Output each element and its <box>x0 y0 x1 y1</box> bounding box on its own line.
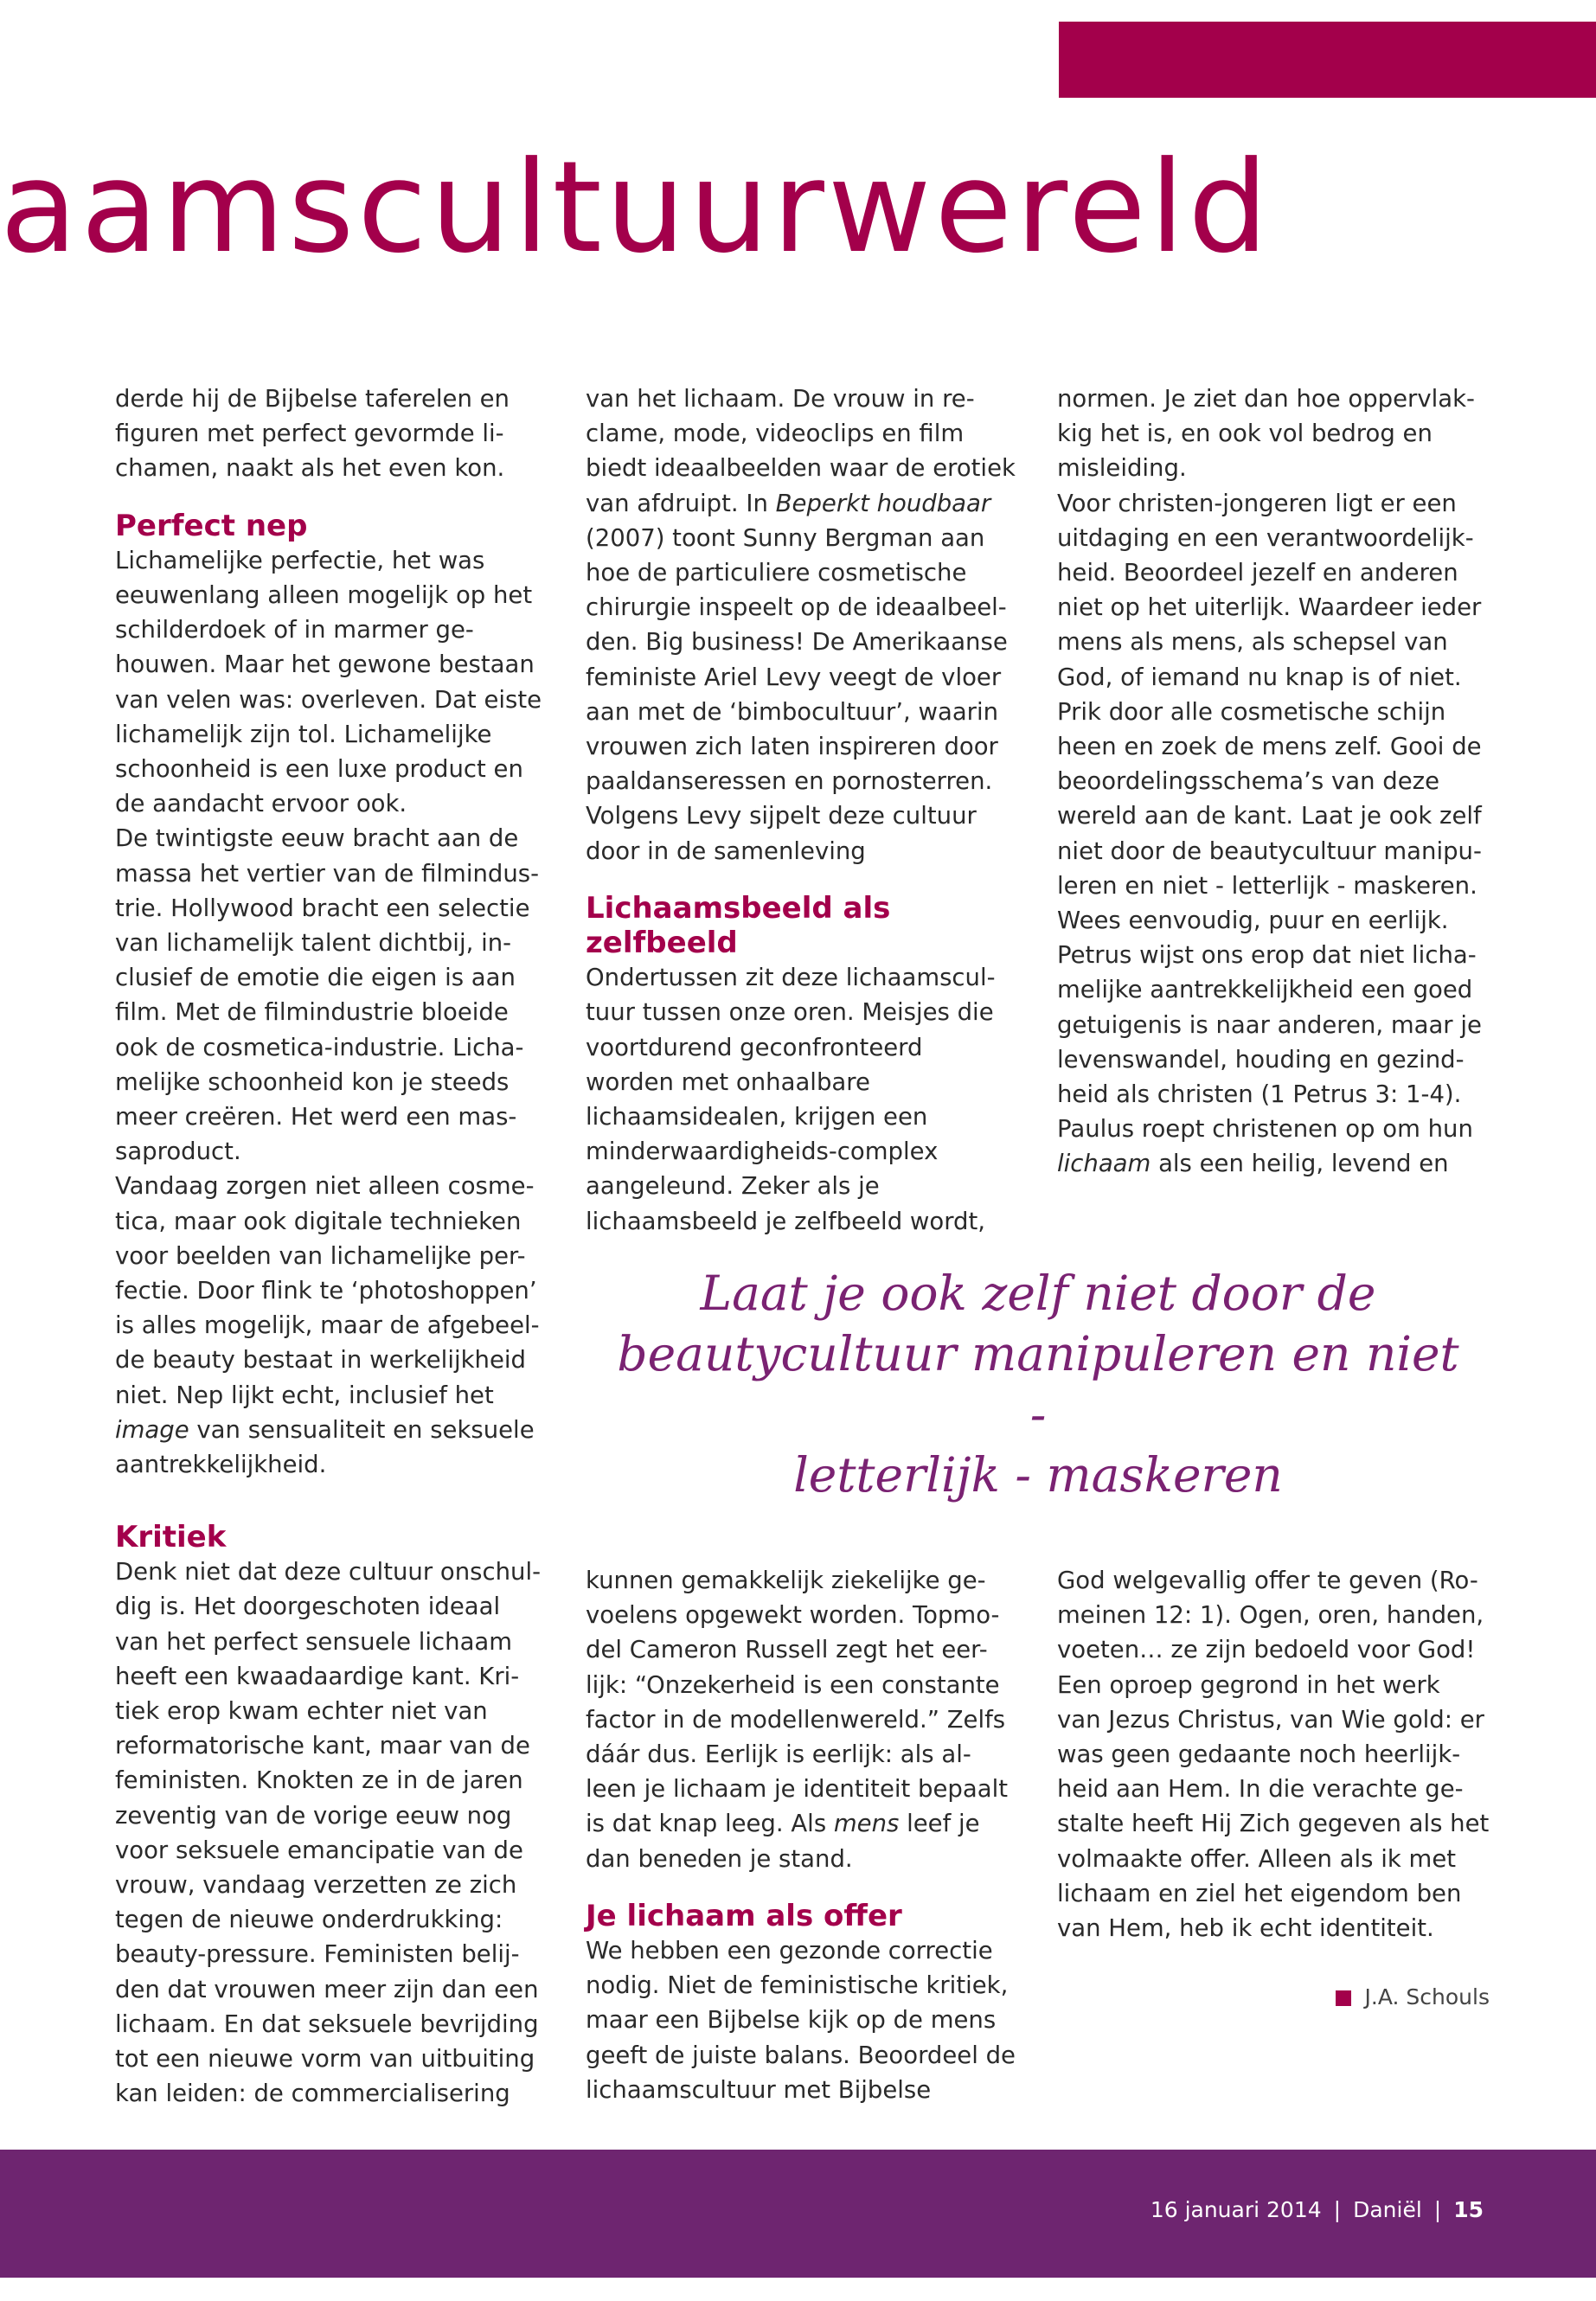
paragraph: De twintigste eeuw bracht aan de massa het vertier van de filmindus-trie. Hollywood bracht een selectie van lichamelijk talent dichtbij, in-clusief de emotie die eigen is aan film. Met de filmindustrie bloeide ook de cosmetica-industrie. Licha-melijke schoonheid kon je steeds meer creëren. Het werd een mas-saproduct. <box>115 824 540 1166</box>
text-span: kunnen gemakkelijk ziekelijke ge-voelens opgewekt worden. Topmo-del Cameron Russell zegt het eer-lijk: “Onzekerheid is een constante factor in de modellenwereld.” Zelfs dáár dus. Eerlijk is eerlijk: als al-leen je lichaam je identiteit bepaalt is dat knap leeg. Als <box>586 1567 1009 1838</box>
paragraph <box>586 381 1018 868</box>
page-number: 15 <box>1453 2197 1484 2222</box>
quote-line: beautycultuur manipuleren en niet - <box>617 1326 1459 1442</box>
header-accent-bar <box>1059 22 1596 98</box>
page-footer <box>0 2150 1596 2278</box>
italic-span: Beperkt houdbaar <box>775 489 991 517</box>
column-2-top <box>586 381 1018 1239</box>
paragraph: derde hij de Bijbelse taferelen en figuren met perfect gevormde li-chamen, naakt als het even kon. <box>115 385 510 483</box>
paragraph: normen. Je ziet dan hoe oppervlak-kig het is, en ook vol bedrog en misleiding. <box>1057 385 1475 483</box>
column-3-bottom <box>1057 1563 1490 2015</box>
paragraph: Lichamelijke perfectie, het was eeuwenlang alleen mogelijk op het schilderdoek of in marmer ge-houwen. Maar het gewone bestaan van velen was: overleven. Dat eiste lichamelijk zijn tol. Lichamelijke schoonheid is een luxe product en de aandacht ervoor ook. <box>115 546 542 818</box>
footer-info <box>1151 2193 1484 2227</box>
paragraph: God welgevallig offer te geven (Ro-meinen 12: 1). Ogen, oren, handen, voeten… ze zijn bedoeld voor God! Een oproep gegrond in het werk van Jezus Christus, van Wie gold: er was geen gedaante noch heerlijk-heid aan Hem. In die verachte ge-stalte heeft Hij Zich gegeven als het volmaakte offer. Alleen als ik met lichaam en ziel het eigendom ben van Hem, heb ik echt identiteit. <box>1057 1567 1490 1943</box>
text-span: van het lichaam. De vrouw in re-clame, mode, videoclips en film biedt ideaalbeelden waar de erotiek van afdruipt. In <box>586 385 1016 517</box>
text-span: van sensualiteit en seksuele aantrekkelijkheid. <box>115 1415 535 1479</box>
italic-span: lichaam <box>1057 1150 1151 1178</box>
author-name: J.A. Schouls <box>1364 1984 1490 2010</box>
footer-date: 16 januari 2014 <box>1150 2197 1322 2222</box>
paragraph <box>586 1563 1018 1876</box>
text-span: leef je dan beneden je stand. <box>586 1810 980 1873</box>
subheading-perfect-nep: Perfect nep <box>115 508 308 543</box>
column-1-bottom <box>115 1520 548 2111</box>
footer-separator: | <box>1433 2197 1442 2222</box>
quote-line: letterlijk - maskeren <box>793 1447 1283 1503</box>
subheading-kritiek: Kritiek <box>115 1520 227 1554</box>
column-1-top <box>115 381 548 1482</box>
text-span: Voor christen-jongeren ligt er een uitdaging en een verantwoordelijk-heid. Beoordeel jezelf en anderen niet op het uiterlijk. Waardeer ieder mens als mens, als schepsel van God, of iemand nu knap is of niet. Prik door alle cosmetische schijn heen en zoek de mens zelf. Gooi de beoordelingsschema’s van deze wereld aan de kant. Laat je ook zelf niet door de beautycultuur manipu-leren en niet - letterlijk - maskeren. Wees eenvoudig, puur en eerlijk. Petrus wijst ons erop dat niet licha-melijke aantrekkelijkheid een goed getuigenis is naar anderen, maar je levenswandel, houding en gezind-heid als christen (1 Petrus 3: 1-4). Paulus roept christenen op om hun <box>1057 489 1482 1144</box>
paragraph: Ondertussen zit deze lichaamscul-tuur tussen onze oren. Meisjes die voortdurend geconfronteerd worden met onhaalbare lichaamsidealen, krijgen een minderwaardigheids-complex aangeleund. Zeker als je lichaamsbeeld je zelfbeeld wordt, <box>586 964 996 1235</box>
text-span: als een heilig, levend en <box>1151 1150 1449 1178</box>
footer-separator: | <box>1333 2197 1342 2222</box>
italic-span: image <box>115 1415 189 1444</box>
column-2-bottom <box>586 1563 1018 2107</box>
text-span: (2007) toont Sunny Bergman aan hoe de particuliere cosmetische chirurgie inspeelt op de ideaalbeel-den. Big business! De Amerikaanse feministe Ariel Levy veegt de vloer aan met de ‘bimbocultuur’, waarin vrouwen zich laten inspireren door paaldanseressen en pornosterren. Volgens Levy sijpelt deze cultuur door in de samenleving <box>586 523 1008 865</box>
author-byline <box>1057 1980 1490 2015</box>
paragraph: Denk niet dat deze cultuur onschul-dig is. Het doorgeschoten ideaal van het perfect sensuele lichaam heeft een kwaadaardige kant. Kri-tiek erop kwam echter niet van reformatorische kant, maar van de feministen. Knokten ze in de jaren zeventig van de vorige eeuw nog voor seksuele emancipatie van de vrouw, vandaag verzetten ze zich tegen de nieuwe onderdrukking: beauty-pressure. Feministen belij-den dat vrouwen meer zijn dan een lichaam. En dat seksuele bevrijding tot een nieuwe vorm van uitbuiting kan leiden: de commercialisering <box>115 1558 542 2108</box>
pull-quote <box>606 1263 1471 1505</box>
italic-span: mens <box>833 1810 900 1838</box>
subheading-lichaamsbeeld: Lichaamsbeeld als zelfbeeld <box>586 890 891 961</box>
paragraph <box>1057 486 1490 1182</box>
article-title: aamscultuurwereld <box>0 134 1272 281</box>
paragraph <box>115 1169 548 1482</box>
paragraph: We hebben een gezonde correctie nodig. Niet de feministische kritiek, maar een Bijbelse kijk op de mens geeft de juiste balans. Beoordeel de lichaamscultuur met Bijbelse <box>586 1937 1016 2104</box>
column-3-top <box>1057 381 1490 1182</box>
subheading-je-lichaam-als-offer: Je lichaam als offer <box>586 1898 902 1933</box>
quote-line: Laat je ook zelf niet door de <box>700 1266 1376 1321</box>
square-bullet-icon <box>1336 1990 1351 2006</box>
footer-publication: Daniël <box>1353 2197 1422 2222</box>
text-span: Vandaag zorgen niet alleen cosme-tica, maar ook digitale technieken voor beelden van lichamelijke per-fectie. Door flink te ‘photoshoppen’ is alles mogelijk, maar de afgebeel-de beauty bestaat in werkelijkheid niet. Nep lijkt echt, inclusief het <box>115 1172 540 1409</box>
